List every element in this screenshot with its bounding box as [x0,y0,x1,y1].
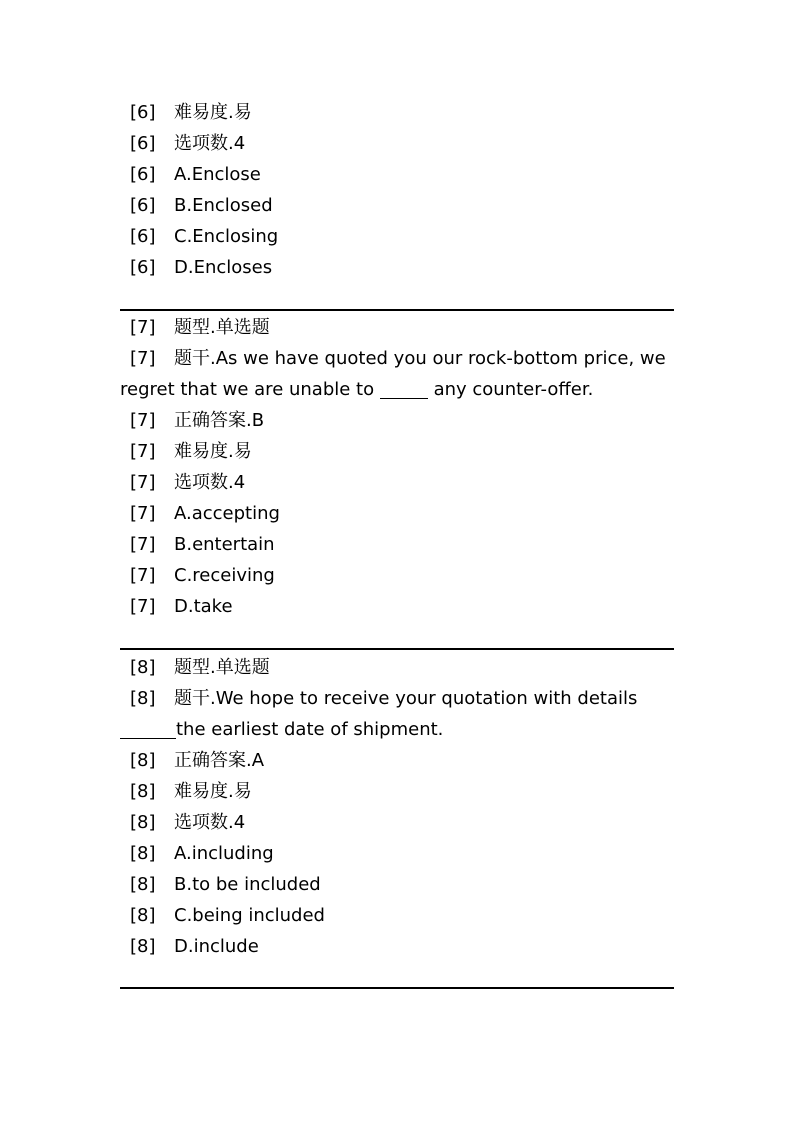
q7-answer-line [120,405,680,436]
question-number-tag: [6] [130,226,156,247]
question-8-block [120,652,680,962]
option-text: D.include [174,936,259,957]
option-count-text: 选项数.4 [174,812,246,833]
question-stem-continuation [120,374,593,405]
question-divider [120,309,674,311]
correct-answer-text: 正确答案.A [174,750,265,771]
q7-option-a [120,498,680,529]
question-number-tag: [7] [130,596,156,617]
option-text: C.Enclosing [174,226,279,247]
q8-option-c [120,900,680,931]
answer-blank [380,378,428,399]
question-number-tag: [7] [130,348,156,369]
question-number-tag: [7] [130,534,156,555]
option-text: B.Enclosed [174,195,273,216]
stem-text-after-blank: the earliest date of shipment. [176,719,444,740]
q8-stem-line-1 [120,683,680,714]
option-text: D.Encloses [174,257,273,278]
option-text: B.entertain [174,534,275,555]
option-count-text: 选项数.4 [174,472,246,493]
q6-difficulty-line [120,97,680,128]
question-number-tag: [8] [130,688,156,709]
q6-option-c [120,221,680,252]
correct-answer-text: 正确答案.B [174,410,265,431]
question-number-tag: [6] [130,257,156,278]
q8-stem-line-2 [120,714,680,745]
q8-type-line [120,652,680,683]
question-number-tag: [8] [130,874,156,895]
q7-stem-line-2 [120,374,680,405]
question-number-tag: [6] [130,164,156,185]
q7-option-count-line [120,467,680,498]
question-number-tag: [6] [130,195,156,216]
question-number-tag: [7] [130,410,156,431]
question-6-block [120,97,680,283]
q7-stem-line-1 [120,343,680,374]
question-divider [120,648,674,650]
stem-text-before-blank: regret that we are unable to [120,379,380,400]
question-number-tag: [7] [130,565,156,586]
question-number-tag: [8] [130,812,156,833]
q7-difficulty-line [120,436,680,467]
question-number-tag: [8] [130,843,156,864]
difficulty-text: 难易度.易 [174,441,252,462]
option-text: B.to be included [174,874,321,895]
option-text: D.take [174,596,233,617]
q6-option-a [120,159,680,190]
question-number-tag: [8] [130,781,156,802]
option-count-text: 选项数.4 [174,133,246,154]
question-divider [120,987,674,989]
question-number-tag: [8] [130,905,156,926]
question-stem-text: 题干.As we have quoted you our rock-bottom price, we [174,348,666,369]
question-type-text: 题型.单选题 [174,317,270,338]
question-type-text: 题型.单选题 [174,657,270,678]
answer-blank [120,718,176,739]
question-stem-continuation [120,714,443,745]
difficulty-text: 难易度.易 [174,102,252,123]
q8-difficulty-line [120,776,680,807]
question-number-tag: [7] [130,472,156,493]
question-number-tag: [6] [130,133,156,154]
q7-option-d [120,591,680,622]
question-number-tag: [8] [130,750,156,771]
question-number-tag: [8] [130,936,156,957]
stem-text-after-blank: any counter-offer. [427,379,594,400]
q7-type-line [120,312,680,343]
q8-option-a [120,838,680,869]
q7-option-b [120,529,680,560]
question-number-tag: [7] [130,441,156,462]
question-stem-text: 题干.We hope to receive your quotation with details [174,688,638,709]
option-text: A.accepting [174,503,280,524]
q6-option-b [120,190,680,221]
option-text: A.Enclose [174,164,261,185]
q8-option-count-line [120,807,680,838]
question-7-block [120,312,680,622]
q6-option-d [120,252,680,283]
question-number-tag: [6] [130,102,156,123]
option-text: A.including [174,843,274,864]
q6-option-count-line [120,128,680,159]
question-number-tag: [7] [130,317,156,338]
question-number-tag: [7] [130,503,156,524]
q8-option-d [120,931,680,962]
difficulty-text: 难易度.易 [174,781,252,802]
option-text: C.receiving [174,565,275,586]
q8-answer-line [120,745,680,776]
q7-option-c [120,560,680,591]
option-text: C.being included [174,905,325,926]
q8-option-b [120,869,680,900]
question-number-tag: [8] [130,657,156,678]
